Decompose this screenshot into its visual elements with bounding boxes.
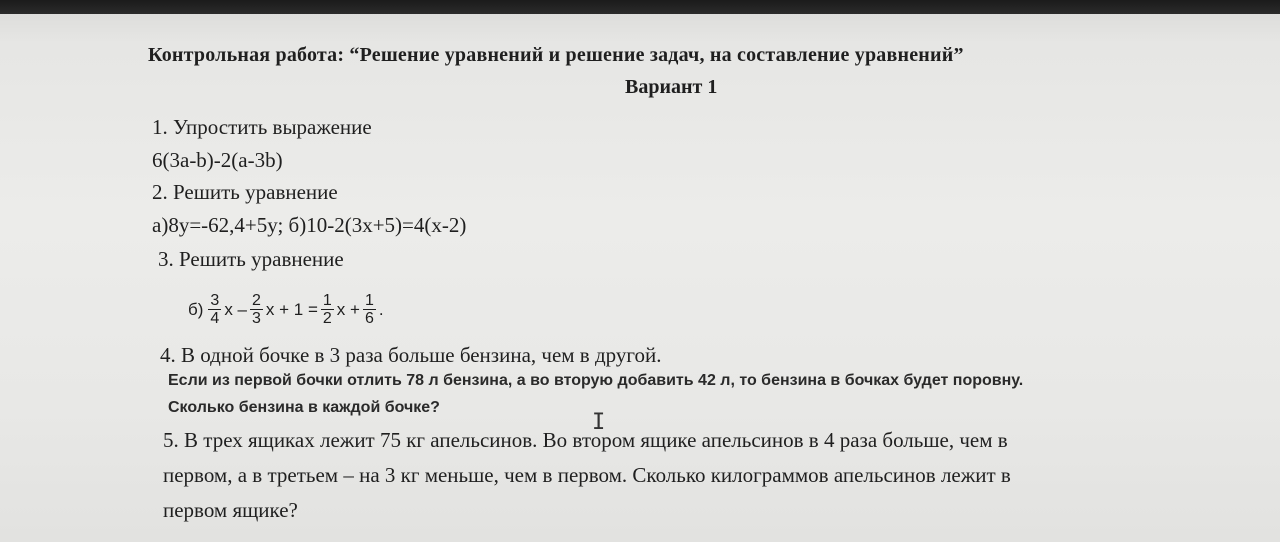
document-title: Контрольная работа: “Решение уравнений и решение задач, на составление уравнений” (148, 44, 964, 66)
task5-line-1: 5. В трех ящиках лежит 75 кг апельсинов. Во втором ящике апельсинов в 4 раза больше, чем в (163, 428, 1008, 452)
equation-operator: x + 1 = (265, 299, 318, 319)
fraction-denominator: 3 (252, 310, 261, 327)
fraction-numerator: 1 (322, 292, 332, 309)
fraction-denominator: 4 (210, 310, 220, 327)
equation-operator: x + (336, 299, 360, 319)
text-cursor-icon: I (592, 410, 606, 435)
task3-equation (188, 292, 386, 327)
fraction-denominator: 6 (364, 310, 374, 327)
task3-heading: 3. Решить уравнение (158, 247, 344, 271)
fraction-term-3 (321, 292, 334, 327)
task1-expression: 6(3a-b)-2(a-3b) (152, 148, 283, 172)
document-page (0, 14, 1280, 542)
task5-line-3: первом ящике? (163, 498, 298, 522)
fraction-numerator: 1 (364, 292, 374, 309)
screen-bezel (0, 0, 1280, 14)
task3-prefix: б) (188, 299, 204, 319)
task4-line-2: Если из первой бочки отлить 78 л бензина, а во вторую добавить 42 л, то бензина в бочках будет поровну. (168, 372, 1024, 389)
task4-line-1: 4. В одной бочке в 3 раза больше бензина, чем в другой. (160, 343, 662, 367)
variant-heading: Вариант 1 (625, 76, 718, 98)
fraction-numerator: 3 (210, 292, 220, 309)
task4-line-3: Сколько бензина в каждой бочке? (168, 399, 440, 416)
task1-heading: 1. Упростить выражение (152, 115, 372, 139)
fraction-term-1 (208, 292, 221, 327)
equation-operator: x – (224, 299, 247, 319)
fraction-numerator: 2 (252, 292, 261, 309)
task5-line-2: первом, а в третьем – на 3 кг меньше, чем в первом. Сколько килограммов апельсинов лежит в (163, 463, 1011, 487)
task2-heading: 2. Решить уравнение (152, 180, 338, 204)
equation-operator: . (378, 299, 384, 319)
fraction-denominator: 2 (322, 310, 332, 327)
task2-equations: а)8у=-62,4+5у; б)10-2(3х+5)=4(х-2) (152, 213, 467, 237)
fraction-term-4 (363, 292, 376, 327)
fraction-term-2 (250, 292, 263, 327)
